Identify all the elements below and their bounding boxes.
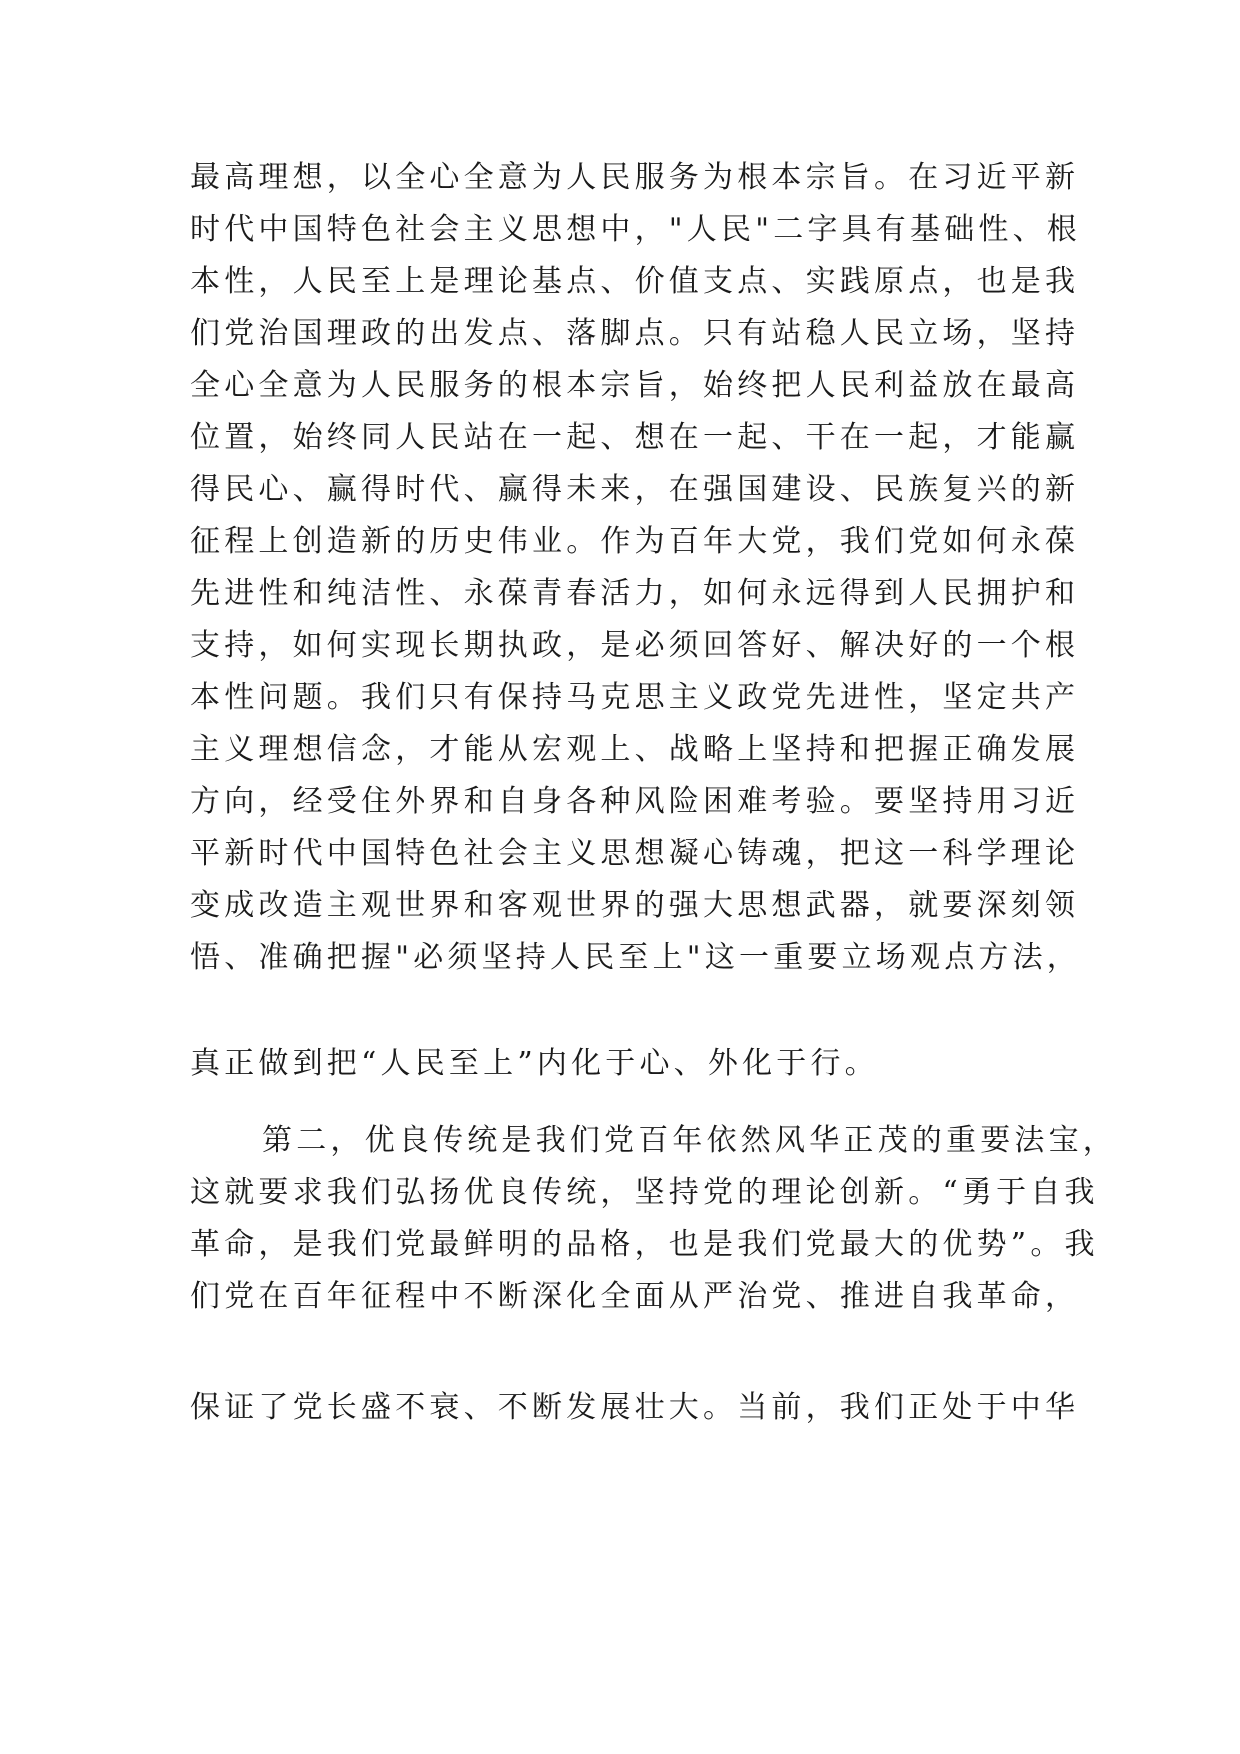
text-line: 支持，如何实现长期执政，是必须回答好、解决好的一个根 [190, 628, 1080, 663]
text-line: 征程上创造新的历史伟业。作为百年大党，我们党如何永葆 [190, 524, 1080, 559]
text-line: 变成改造主观世界和客观世界的强大思想武器，就要深刻领 [190, 888, 1080, 923]
text-line: 时代中国特色社会主义思想中，"人民"二字具有基础性、根 [190, 212, 1081, 247]
text-line: 保证了党长盛不衰、不断发展壮大。当前，我们正处于中华 [190, 1390, 1080, 1425]
text-line: 悟、准确把握"必须坚持人民至上"这一重要立场观点方法， [190, 940, 1081, 975]
text-line: 全心全意为人民服务的根本宗旨，始终把人民利益放在最高 [190, 368, 1080, 403]
text-line: 主义理想信念，才能从宏观上、战略上坚持和把握正确发展 [190, 732, 1080, 767]
text-line: 本性问题。我们只有保持马克思主义政党先进性，坚定共产 [190, 680, 1080, 715]
paragraph-last-line [190, 1382, 1080, 1434]
paragraph-second-point [190, 1115, 1117, 1323]
text-line: 本性，人民至上是理论基点、价值支点、实践原点，也是我 [190, 264, 1080, 299]
text-line: 得民心、赢得时代、赢得未来，在强国建设、民族复兴的新 [190, 472, 1080, 507]
text-line: 们党在百年征程中不断深化全面从严治党、推进自我革命， [190, 1279, 1080, 1314]
text-line: 平新时代中国特色社会主义思想凝心铸魂，把这一科学理论 [190, 836, 1080, 871]
text-line: 革命，是我们党最鲜明的品格，也是我们党最大的优势”。我 [190, 1227, 1099, 1262]
text-line: 先进性和纯洁性、永葆青春活力，如何永远得到人民拥护和 [190, 576, 1080, 611]
text-line: 最高理想，以全心全意为人民服务为根本宗旨。在习近平新 [190, 160, 1080, 195]
text-line: 第二，优良传统是我们党百年依然风华正茂的重要法宝， [262, 1123, 1117, 1158]
text-line: 这就要求我们弘扬优良传统，坚持党的理论创新。“勇于自我 [190, 1175, 1099, 1210]
text-line: 们党治国理政的出发点、落脚点。只有站稳人民立场，坚持 [190, 316, 1080, 351]
paragraph-people-first [190, 152, 1081, 984]
text-line: 真正做到把“人民至上”内化于心、外化于行。 [190, 1046, 879, 1081]
text-line: 方向，经受住外界和自身各种风险困难考验。要坚持用习近 [190, 784, 1080, 819]
text-line: 位置，始终同人民站在一起、想在一起、干在一起，才能赢 [190, 420, 1080, 455]
paragraph-closing-line [190, 1038, 1070, 1090]
